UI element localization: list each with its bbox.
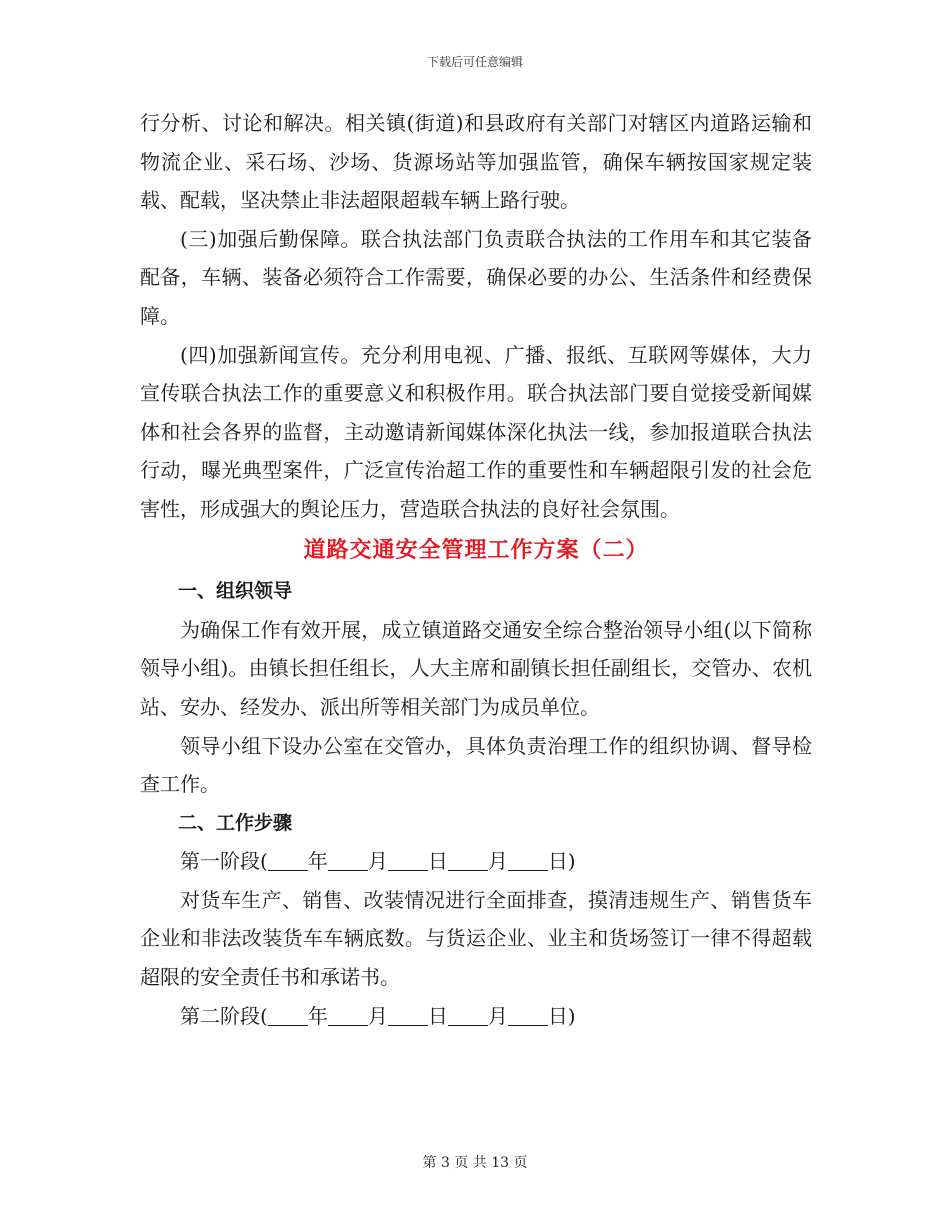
- paragraph-leading-group: 为确保工作有效开展，成立镇道路交通安全综合整治领导小组(以下简称领导小组)。由镇长担任组长，人大主席和副镇长担任副组长，交管办、农机站、安办、经发办、派出所等相关部门为成员单位。: [140, 617, 812, 719]
- month-label: 月: [367, 849, 388, 874]
- blank-field: [448, 850, 488, 871]
- paragraph-news-publicity: (四)加强新闻宣传。充分利用电视、广播、报纸、互联网等媒体，大力宣传联合执法工作的重要意义和积极作用。联合执法部门要自觉接受新闻媒体和社会各界的监督，主动邀请新闻媒体深化执法一线，参加报道联合执法行动，曝光典型案件，广泛宣传治超工作的重要性和车辆超限引发的社会危害性，形成强大的舆论压力，营造联合执法的良好社会氛围。: [140, 342, 812, 521]
- year-label: 年: [307, 849, 328, 874]
- month-label: 月: [367, 1003, 388, 1028]
- blank-field: [448, 1005, 488, 1026]
- stage-one-prefix: 第一阶段(: [180, 849, 268, 874]
- year-label: 年: [307, 1003, 328, 1028]
- page-header-note: 下载后可任意编辑: [426, 55, 523, 69]
- day-label: 日: [427, 1003, 448, 1028]
- blank-field: [508, 1005, 548, 1026]
- stage-two-prefix: 第二阶段(: [180, 1003, 268, 1028]
- document-body: [140, 104, 812, 1035]
- blank-field: [328, 850, 368, 871]
- blank-field: [268, 1005, 308, 1026]
- page-number: 第 3 页 共 13 页: [422, 1155, 528, 1171]
- document-title: 道路交通安全管理工作方案（二）: [303, 537, 649, 563]
- blank-field: [328, 1005, 368, 1026]
- day-label: 日): [547, 849, 576, 874]
- paragraph-logistics-support: (三)加强后勤保障。联合执法部门负责联合执法的工作用车和其它装备配备，车辆、装备必须符合工作需要，确保必要的办公、生活条件和经费保障。: [140, 226, 812, 328]
- section-heading-organization: 一、组织领导: [178, 580, 293, 603]
- paragraph-office: 领导小组下设办公室在交管办，具体负责治理工作的组织协调、督导检查工作。: [140, 733, 812, 797]
- paragraph-stage-one: 对货车生产、销售、改装情况进行全面排查，摸清违规生产、销售货车企业和非法改装货车车辆底数。与货运企业、业主和货场签订一律不得超载超限的安全责任书和承诺书。: [140, 887, 812, 990]
- blank-field: [388, 850, 428, 871]
- month-label: 月: [487, 849, 508, 874]
- blank-field: [388, 1005, 428, 1026]
- day-label: 日: [427, 849, 448, 874]
- section-heading-steps: 二、工作步骤: [178, 811, 293, 834]
- month-label: 月: [487, 1003, 508, 1028]
- stage-two-line: [140, 997, 812, 1036]
- blank-field: [268, 850, 308, 871]
- day-label: 日): [547, 1003, 576, 1028]
- blank-field: [508, 850, 548, 871]
- stage-one-line: [140, 842, 812, 881]
- paragraph-continuation: 行分析、讨论和解决。相关镇(街道)和县政府有关部门对辖区内道路运输和物流企业、采石场、沙场、货源场站等加强监管，确保车辆按国家规定装载、配载，坚决禁止非法超限超载车辆上路行驶。: [140, 111, 812, 213]
